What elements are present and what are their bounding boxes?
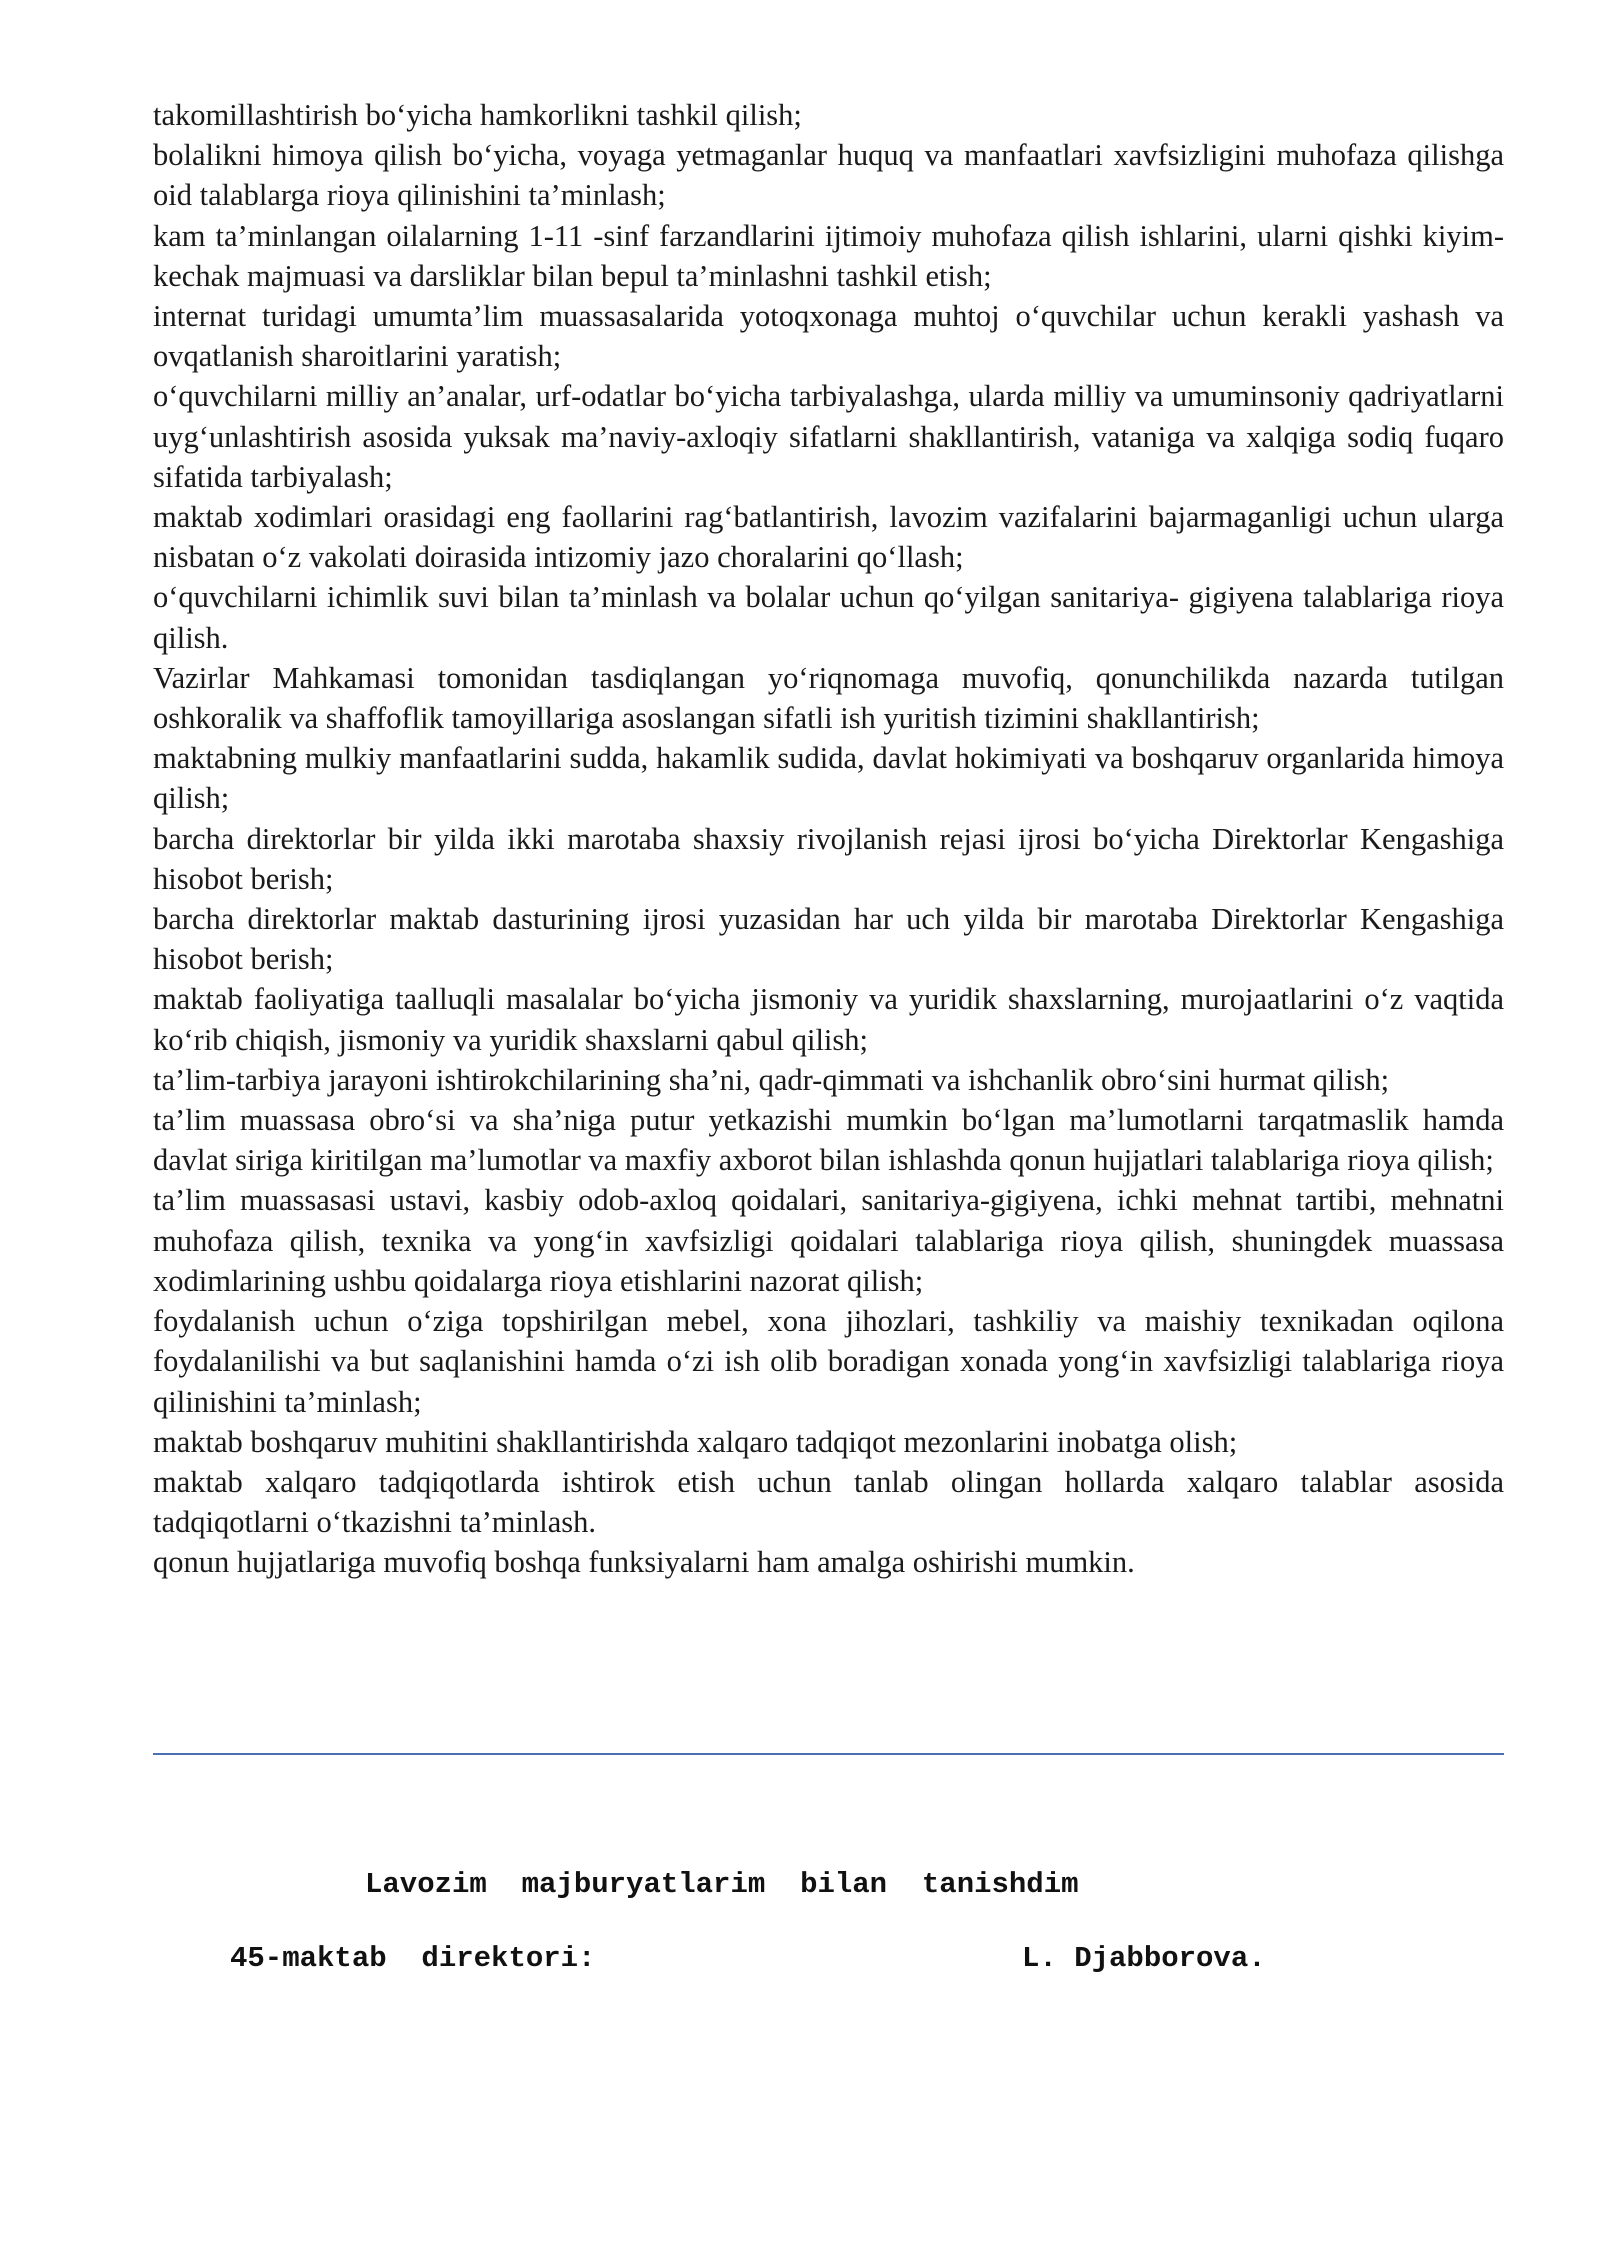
acknowledgement-line: Lavozim majburyatlarim bilan tanishdim [365,1868,1079,1901]
duty-item: ta’lim muassasasi ustavi, kasbiy odob-axloq qoidalari, sanitariya-gigiyena, ichki mehnat tartibi, mehnatni muhofaza qilish, texnika va yong‘in xavfsizligi qoidalari talablariga rioya qilish, shuningdek muassasa xodimlarining ushbu qoidalarga rioya etishlarini nazorat qilish; [153,1183,1504,1298]
duty-item: qonun hujjatlariga muvofiq boshqa funksiyalarni ham amalga oshirishi mumkin. [153,1545,1135,1580]
duty-item: Vazirlar Mahkamasi tomonidan tasdiqlangan yo‘riqnomaga muvofiq, qonunchilikda nazarda tutilgan oshkoralik va shaffoflik tamoyillariga asoslangan sifatli ish yuritish tizimini shakllantirish; [153,660,1504,736]
duty-item: o‘quvchilarni ichimlik suvi bilan ta’minlash va bolalar uchun qo‘yilgan sanitariya- gigiyena talablariga rioya qilish. [153,580,1504,655]
duty-item: takomillashtirish bo‘yicha hamkorlikni tashkil qilish; [153,98,802,132]
duty-item: bolalikni himoya qilish bo‘yicha, voyaga yetmaganlar huquq va manfaatlari xavfsizligini muhofaza qilishga oid talablarga rioya qilinishini ta’minlash; [153,138,1504,213]
horizontal-divider [153,1753,1504,1755]
duty-item: maktab xodimlari orasidagi eng faollarini rag‘batlantirish, lavozim vazifalarini bajarmaganligi uchun ularga nisbatan o‘z vakolati doirasida intizomiy jazo choralarini qo‘llash; [153,500,1504,575]
duty-item: internat turidagi umumta’lim muassasalarida yotoqxonaga muhtoj o‘quvchilar uchun kerakli yashash va ovqatlanish sharoitlarini yaratish; [153,299,1504,374]
duty-item: foydalanish uchun o‘ziga topshirilgan mebel, xona jihozlari, tashkiliy va maishiy texnikadan oqilona foydalanilishi va but saqlanishini hamda o‘zi ish olib boradigan xonada yong‘in xavfsizligi talablariga rioya qilinishini ta’minlash; [153,1304,1504,1419]
signer-name: L. Djabborova. [1022,1942,1266,1975]
duty-item: barcha direktorlar maktab dasturining ijrosi yuzasidan har uch yilda bir marotaba Direktorlar Kengashiga hisobot berish; [153,902,1504,977]
duties-list [153,95,1504,1583]
duty-item: maktab xalqaro tadqiqotlarda ishtirok etish uchun tanlab olingan hollarda xalqaro talablar asosida tadqiqotlarni o‘tkazishni ta’minlash. [153,1464,1504,1540]
duty-item: maktab boshqaruv muhitini shakllantirishda xalqaro tadqiqot mezonlarini inobatga olish; [153,1424,1238,1459]
duty-item: ta’lim-tarbiya jarayoni ishtirokchilarining sha’ni, qadr-qimmati va ishchanlik obro‘sini hurmat qilish; [153,1062,1390,1097]
duty-item: ta’lim muassasa obro‘si va sha’niga putur yetkazishi mumkin bo‘lgan ma’lumotlarni tarqatmaslik hamda davlat siriga kiritilgan ma’lumotlar va maxfiy axborot bilan ishlashda qonun hujjatlari talablariga rioya qilish; [153,1103,1504,1178]
duty-item: kam ta’minlangan oilalarning 1-11 -sinf farzandlarini ijtimoiy muhofaza qilish ishlarini, ularni qishki kiyim-kechak majmuasi va darsliklar bilan bepul ta’minlashni tashkil etish; [153,218,1504,293]
signer-position: 45-maktab direktori: [230,1942,596,1975]
duty-item: o‘quvchilarni milliy an’analar, urf-odatlar bo‘yicha tarbiyalashga, ularda milliy va umuminsoniy qadriyatlarni uyg‘unlashtirish asosida yuksak ma’naviy-axloqiy sifatlarni shakllantirish, vataniga va xalqiga sodiq fuqaro sifatida tarbiyalash; [153,379,1504,494]
duty-item: maktabning mulkiy manfaatlarini sudda, hakamlik sudida, davlat hokimiyati va boshqaruv organlarida himoya qilish; [153,741,1504,816]
duty-item: maktab faoliyatiga taalluqli masalalar bo‘yicha jismoniy va yuridik shaxslarning, murojaatlarini o‘z vaqtida ko‘rib chiqish, jismoniy va yuridik shaxslarni qabul qilish; [153,982,1504,1057]
duty-item: barcha direktorlar bir yilda ikki marotaba shaxsiy rivojlanish rejasi ijrosi bo‘yicha Direktorlar Kengashiga hisobot berish; [153,821,1504,896]
